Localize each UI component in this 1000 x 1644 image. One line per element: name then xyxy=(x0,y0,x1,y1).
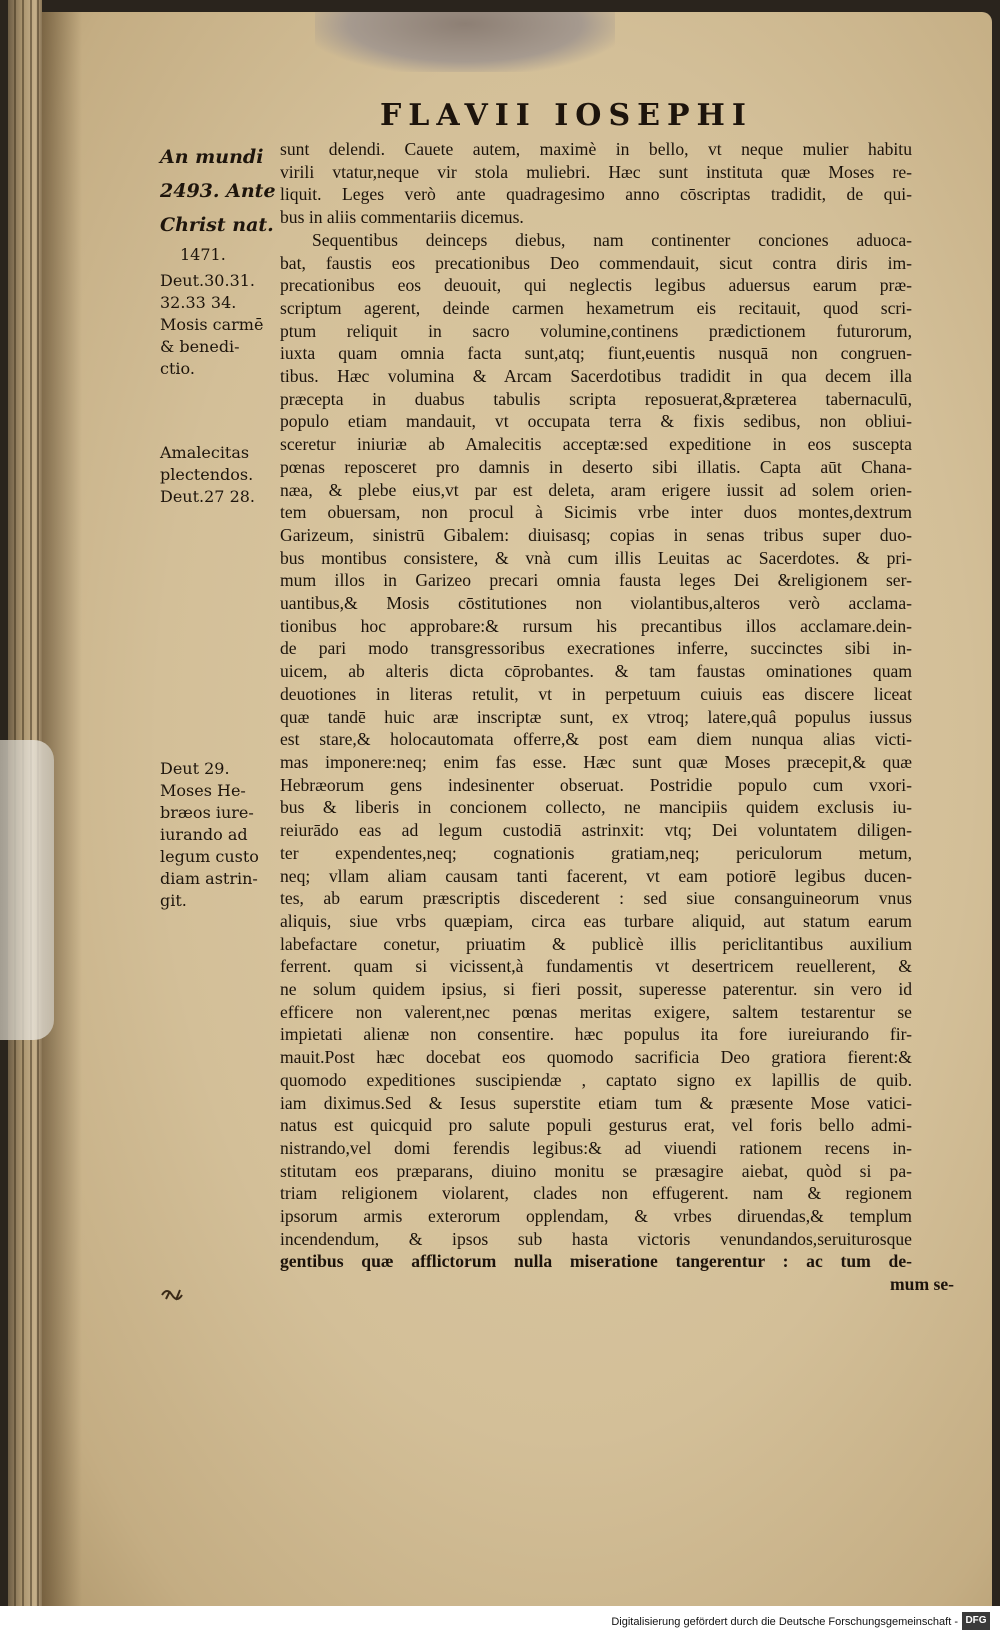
text-line: bus montibus consistere, & vnà cum illis Leuitas ac Sacerdotes. & pri- xyxy=(280,547,912,568)
text-line: scriptum agerent, deinde carmen hexametrum eis recitauit, quod scri- xyxy=(280,297,912,318)
text-line: mauit.Post hæc docebat eos quomodo sacrificia Deo gratiora fierent:& xyxy=(280,1047,912,1068)
text-line: reiurādo eas ad legum custodiā astrinxit: vtq; Dei voluntatem diligen- xyxy=(280,820,912,841)
margin-note-amalecitas: Amalecitas plectendos. Deut.27 28. xyxy=(160,443,256,506)
text-line: næa, & plebe eius,vt par est deleta, aram erigere iussit ad solem orien- xyxy=(280,479,912,500)
text-line: quomodo expeditiones suscipiendæ , captato signo ex lapillis de quib. xyxy=(280,1069,912,1090)
text-line: nistrando,vel domi ferendis legibus:& ad viuendi rationem recens in- xyxy=(280,1137,912,1158)
text-line: deuotiones in literas retulit, vt in perpetuum cuiuis eas discere liceat xyxy=(280,683,912,704)
text-line: ferrent. quam si vicissent,à fundamentis vt desertricem reuellerent, & xyxy=(280,956,912,977)
text-line: ptum reliquit in sacro volumine,continens prædictionem futurorum, xyxy=(280,320,912,341)
text-line: bat, faustis eos precationibus Deo commendauit, sicut contra diris im- xyxy=(280,252,912,273)
paper-stain xyxy=(315,12,615,72)
margin-note-deut-30: Deut.30.31. 32.33 34. Mosis carmē & benedi- ctio. xyxy=(160,271,264,378)
text-line: quæ tandē huic aræ inscriptæ sunt, ex vtroq; latere,quâ populus iussus xyxy=(280,706,912,727)
text-line: sceretur iniuriæ ab Amalecitis acceptæ:sed expeditione in eos suscepta xyxy=(280,434,912,455)
text-line: natus est quicquid pro salute populi gesturus erat, vel foris bello admi- xyxy=(280,1115,912,1136)
margin-note-year: An mundi 2493. Ante Christ nat. xyxy=(160,146,276,236)
ink-ornament-icon xyxy=(160,1285,188,1305)
running-head: FLAVII IOSEPHI xyxy=(380,98,753,133)
text-line: gentibus quæ afflictorum nulla miseratione tangerentur : ac tum de- xyxy=(280,1251,912,1272)
text-line: aliquis, siue vrbs quæpiam, circa eas turbare aliquid, aut statum earum xyxy=(280,910,912,931)
text-line: Sequentibus deinceps diebus, nam continenter conciones aduoca- xyxy=(312,229,912,250)
text-line: neq; vllam aliam causam tanti facerent, vt eam potiorē legibus ducen- xyxy=(280,865,912,886)
text-line: præcepta in duabus tabulis scripta reposuerat,&præterea tabernaculū, xyxy=(280,388,912,409)
digitization-credit: Digitalisierung gefördert durch die Deutsche Forschungsgemeinschaft - xyxy=(611,1616,958,1628)
margin-note-year-2: 1471. xyxy=(180,245,226,264)
text-line: bus in aliis commentariis dicemus. xyxy=(280,207,524,228)
text-line: sunt delendi. Cauete autem, maximè in bello, vt neque mulier habitu xyxy=(280,139,912,159)
text-line: Hebræorum gens indesinenter obseruat. Postridie populo cum vxori- xyxy=(280,774,912,795)
text-line: impietati alienæ non consentire. hæc populus ita fore iureiurando fir- xyxy=(280,1024,912,1045)
text-line: pœnas reposceret pro damnis in deserto sibi illatis. Capta aūt Chana- xyxy=(280,456,912,477)
text-line: ipsorum armis exterorum opplendam, & vrbes diruendas,& templum xyxy=(280,1206,912,1227)
text-line: incendendum, & ipsos sub hasta victoris venundandos,seruiturosque xyxy=(280,1228,912,1249)
text-line: populo etiam mandauit, vt occupata terra & fixis sedibus, non obliui- xyxy=(280,411,912,432)
text-line: tibus. Hæc volumina & Arcam Sacerdotibus tradidit in qua decem illa xyxy=(280,366,912,387)
text-line: tes, ab earum præscriptis discederent : sed siue consanguineorum vnus xyxy=(280,888,912,909)
text-line: tionibus hoc approbare:& rursum his precantibus illos acclamare.dein- xyxy=(280,615,912,636)
text-line: est stare,& holocautomata offerre,& post eam diem nunqua alias victi- xyxy=(280,729,912,750)
text-line: iam diximus.Sed & Iesus superstite etiam tum & præsente Mose vatici- xyxy=(280,1092,912,1113)
text-line: precationibus eos deuouit, qui neglectis legibus aduersus earum præ- xyxy=(280,275,912,296)
text-line: Garizeum, sinistrū Gibalem: diuisasq; copias in senas tribus super duo- xyxy=(280,524,912,545)
catchword: mum se- xyxy=(890,1274,955,1295)
page-clip xyxy=(0,740,54,1040)
text-line: virili vtatur,neque vir stola muliebri. Hæc sunt instituta quæ Moses re- xyxy=(280,161,912,182)
text-line: tem obuersam, non procul à Sicimis vrbe inter duos montes,dextrum xyxy=(280,502,912,523)
body-text xyxy=(280,138,955,1296)
text-line: ne solum quidem ipsius, si fieri possit, superesse paterentur. sin vero id xyxy=(280,979,912,1000)
text-line: de pari modo transgressoribus execrationes inferre, succinctes sibi in- xyxy=(280,638,912,659)
text-line: triam religionem violarent, clades non effugerent. nam & regionem xyxy=(280,1183,912,1204)
text-line: efficere non valerent,nec pœnas meritas exigere, saltem testarentur se xyxy=(280,1001,912,1022)
text-line: liquit. Leges verò ante quadragesimo anno cōscriptas tradidit, de qui- xyxy=(280,184,912,205)
text-line: mas imponere:neq; enim fas esse. Hæc sunt quæ Moses præcepit,& quæ xyxy=(280,751,912,772)
text-line: ter expendentes,neq; cognationis gratiam,neq; periculorum metum, xyxy=(280,842,912,863)
text-line: uantibus,& Mosis cōstitutiones non violantibus,alteros verò acclama- xyxy=(280,593,912,614)
margin-note-deut-29: Deut 29. Moses He- bræos iure- iurando ad legum custo diam astrin- git. xyxy=(160,759,259,910)
text-line: stitutam eos præparans, diuino monitu se præsagire aiebat, quòd si pa- xyxy=(280,1160,912,1181)
text-line: bus & liberis in concionem collecto, ne mancipiis quidem exclusis iu- xyxy=(280,797,912,818)
text-line: iuxta quam omnia facta sunt,atq; fiunt,euentis nusquā non congruen- xyxy=(280,343,912,364)
text-line: mum illos in Garizeo precari omnia fausta leges Dei &religionem ser- xyxy=(280,570,912,591)
dfg-logo: DFG xyxy=(962,1612,990,1630)
text-line: uicem, ab alteris dicta cōprobantes. & tam faustas ominationes quam xyxy=(280,661,912,682)
text-line: labefactare conetur, priuatim & publicè illis periclitantibus auxilium xyxy=(280,933,912,954)
